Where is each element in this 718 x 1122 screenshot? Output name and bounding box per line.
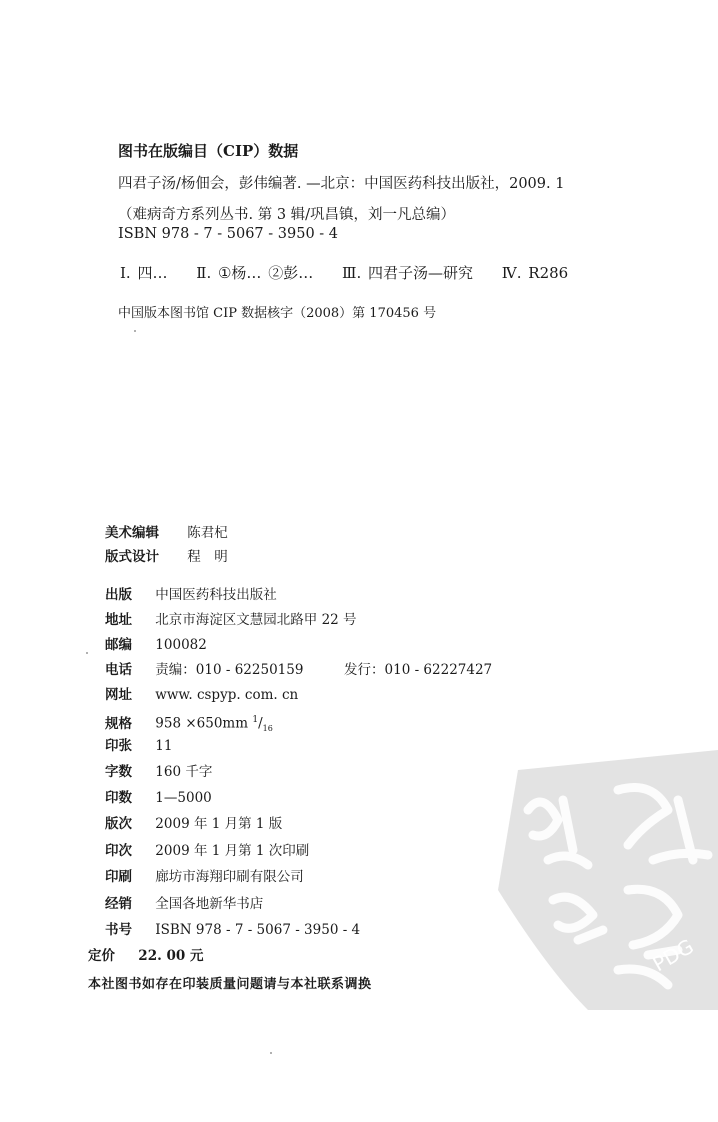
staff-row-art-editor <box>105 521 228 541</box>
info-label: 字数 <box>105 764 132 780</box>
info-label: 地址 <box>105 612 132 628</box>
info-label: 邮编 <box>105 637 132 653</box>
classification-item: Ⅳ. R286 <box>501 264 569 282</box>
info-address <box>105 609 357 631</box>
info-postcode <box>105 634 207 656</box>
info-printer <box>105 866 304 888</box>
info-format: 规格 958 ×650mm $^1/_{16}$ <box>105 709 273 731</box>
info-value: 160 千字 <box>155 764 213 780</box>
classification-item: Ⅰ. 四… <box>120 264 168 282</box>
staff-value: 程 明 <box>187 549 228 565</box>
cip-classification <box>120 262 568 283</box>
info-label: 规格 <box>105 715 132 732</box>
cip-title: 图书在版编目（CIP）数据 <box>118 142 299 160</box>
info-label: 印数 <box>105 790 132 806</box>
staff-row-layout-designer <box>105 545 228 565</box>
info-edition <box>105 813 282 835</box>
staff-label: 版式设计 <box>105 549 159 565</box>
info-label: 出版 <box>105 587 132 603</box>
info-print-run <box>105 787 212 809</box>
info-label: 版次 <box>105 816 132 832</box>
info-value: 11 <box>155 738 173 754</box>
info-value: 958 ×650mm <box>155 715 249 732</box>
fraction-denominator: 16 <box>262 724 273 734</box>
info-book-number <box>105 919 360 941</box>
staff-value: 陈君杞 <box>187 525 228 541</box>
info-impression <box>105 840 309 862</box>
info-label: 印张 <box>105 738 132 754</box>
info-label: 定价 <box>88 948 115 964</box>
cip-isbn: ISBN 978 - 7 - 5067 - 3950 - 4 <box>118 226 339 242</box>
cip-series-line: （难病奇方系列丛书. 第 3 辑/巩昌镇，刘一凡总编） <box>118 207 456 223</box>
info-phone <box>105 659 492 681</box>
info-value: 北京市海淀区文慧园北路甲 22 号 <box>155 612 357 628</box>
info-phone-sales: 发行：010 - 62227427 <box>344 662 493 678</box>
info-distributor <box>105 893 263 915</box>
info-value: 中国医药科技出版社 <box>155 587 277 603</box>
info-label: 书号 <box>105 922 132 938</box>
info-label: 网址 <box>105 687 132 703</box>
info-value: ISBN 978 - 7 - 5067 - 3950 - 4 <box>155 922 361 938</box>
info-words <box>105 761 212 783</box>
info-value: 100082 <box>155 637 207 653</box>
info-sheets <box>105 735 172 757</box>
info-website <box>105 684 298 706</box>
classification-item: Ⅲ. 四君子汤—研究 <box>341 264 473 282</box>
info-value: 22. 00 元 <box>138 948 204 964</box>
info-label: 印次 <box>105 843 132 859</box>
fraction-numerator: 1 <box>252 715 259 725</box>
info-value: 2009 年 1 月第 1 版 <box>155 816 283 832</box>
info-value: www. cspyp. com. cn <box>155 687 299 703</box>
seal-watermark <box>478 740 718 1020</box>
quality-notice: 本社图书如存在印装质量问题请与本社联系调换 <box>88 977 372 992</box>
info-label: 电话 <box>105 662 132 678</box>
cip-title-line: 四君子汤/杨佃会，彭伟编著. —北京：中国医药科技出版社，2009. 1 <box>118 176 565 192</box>
classification-item: Ⅱ. ①杨… ②彭… <box>196 264 314 282</box>
info-publisher <box>105 584 277 606</box>
info-label: 印刷 <box>105 869 132 885</box>
info-phone-editor: 责编：010 - 62250159 <box>155 662 304 678</box>
info-value: 1—5000 <box>155 790 212 806</box>
info-price <box>88 945 203 967</box>
info-value: 2009 年 1 月第 1 次印刷 <box>155 843 310 859</box>
info-value: 廊坊市海翔印刷有限公司 <box>155 869 304 885</box>
staff-label: 美术编辑 <box>105 525 159 541</box>
info-label: 经销 <box>105 896 132 912</box>
info-value: 全国各地新华书店 <box>155 896 264 912</box>
watermark-text: PDG <box>648 934 698 977</box>
cip-record-number: 中国版本图书馆 CIP 数据核字（2008）第 170456 号 <box>118 306 437 321</box>
